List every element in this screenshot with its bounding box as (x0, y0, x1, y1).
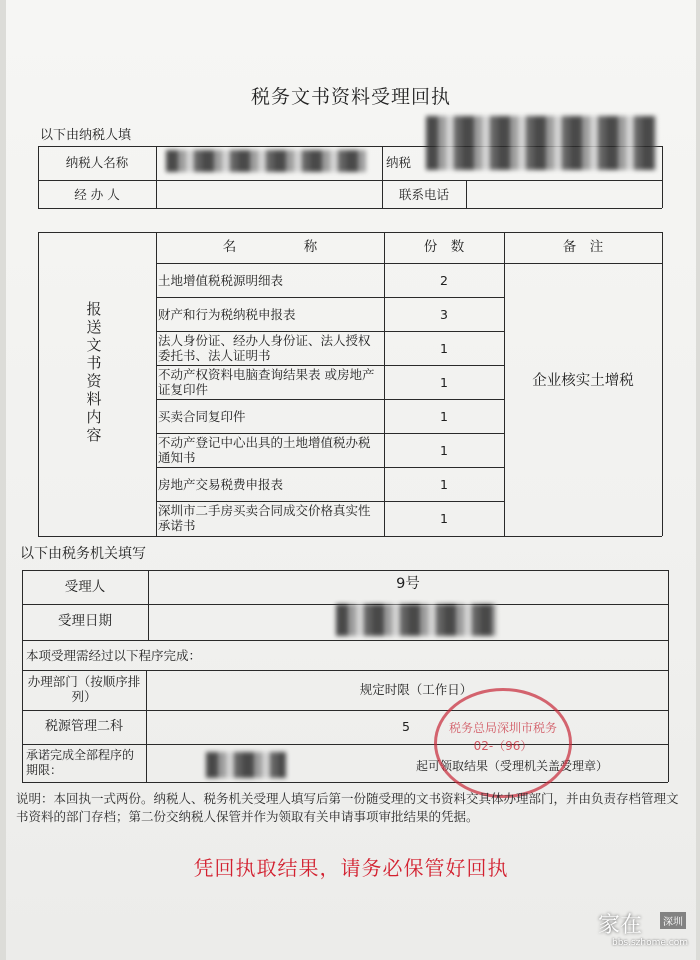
agent-label: 经 办 人 (74, 187, 120, 202)
pickup-text: 起可领取结果（受理机关盖受理章） (416, 759, 609, 773)
document-row-copies: 1 (440, 375, 448, 390)
redacted-deadline (206, 752, 286, 778)
time-limit-label: 规定时限（工作日） (359, 682, 473, 697)
watermark-tag: 深圳 (660, 912, 686, 929)
document-row-copies: 1 (440, 477, 448, 492)
explanation-note: 说明：本回执一式两份。纳税人、税务机关受理人填写后第一份随受理的文书资料交具体办理部门，并由负责存档管理文书资料的部门存档；第二份交纳税人保管并作为领取有关申请事项审批结果的凭据。 (16, 791, 679, 824)
official-seal-stamp: 税务总局深圳市税务 02-（96） (434, 688, 572, 798)
redacted-date (336, 604, 496, 636)
redacted-taxpayer-id (426, 116, 656, 170)
authority-section-heading: 以下由税务机关填写 (20, 546, 146, 562)
document-row-name: 不动产权资料电脑查询结果表 或房地产证复印件 (158, 367, 375, 397)
receipt-paper (6, 0, 696, 960)
column-header-copies: 份 数 (423, 239, 465, 255)
taxpayer-id-label: 纳税 (386, 155, 412, 170)
department-label: 办理部门（按顺序排列） (27, 674, 141, 704)
watermark-brand: 家在 (598, 913, 643, 938)
document-row-name: 法人身份证、经办人身份证、法人授权委托书、法人证明书 (158, 333, 371, 363)
document-row-copies: 1 (440, 409, 448, 424)
watermark-url: bbs.szhome.com (612, 938, 688, 948)
document-row-name: 土地增值税税源明细表 (158, 273, 284, 288)
date-label: 受理日期 (58, 613, 112, 629)
remarks-value: 企业核实土增税 (532, 373, 634, 389)
document-row-name: 不动产登记中心出具的土地增值税办税通知书 (158, 435, 371, 465)
department-value: 税源管理二科 (44, 719, 123, 734)
document-row-name: 买卖合同复印件 (158, 409, 246, 424)
documents-vertical-label: 报送文书资料内容 (86, 300, 102, 444)
document-row-copies: 1 (440, 341, 448, 356)
receiver-value: 9号 (396, 576, 420, 592)
document-row-copies: 1 (440, 511, 448, 526)
time-limit-value: 5 (402, 719, 410, 734)
document-row-name: 房地产交易税费申报表 (158, 477, 284, 492)
page-title: 税务文书资料受理回执 (250, 86, 451, 108)
receiver-label: 受理人 (64, 579, 106, 595)
taxpayer-name-label: 纳税人名称 (65, 155, 129, 170)
column-header-remarks: 备 注 (562, 239, 604, 255)
document-row-copies: 3 (440, 307, 448, 322)
document-row-name: 财产和行为税纳税申报表 (158, 307, 296, 322)
deadline-label: 承诺完成全部程序的期限： (26, 748, 135, 777)
document-row-copies: 2 (440, 273, 448, 288)
taxpayer-section-heading: 以下由纳税人填 (40, 128, 132, 143)
phone-label: 联系电话 (398, 187, 449, 202)
redacted-taxpayer-name (166, 150, 366, 172)
column-header-name: 名 称 (222, 239, 318, 255)
document-row-name: 深圳市二手房买卖合同成交价格真实性承诺书 (158, 503, 371, 533)
document-row-copies: 1 (440, 443, 448, 458)
warning-text: 凭回执取结果，请务必保管好回执 (193, 856, 509, 880)
procedure-text: 本项受理需经过以下程序完成： (26, 648, 202, 663)
